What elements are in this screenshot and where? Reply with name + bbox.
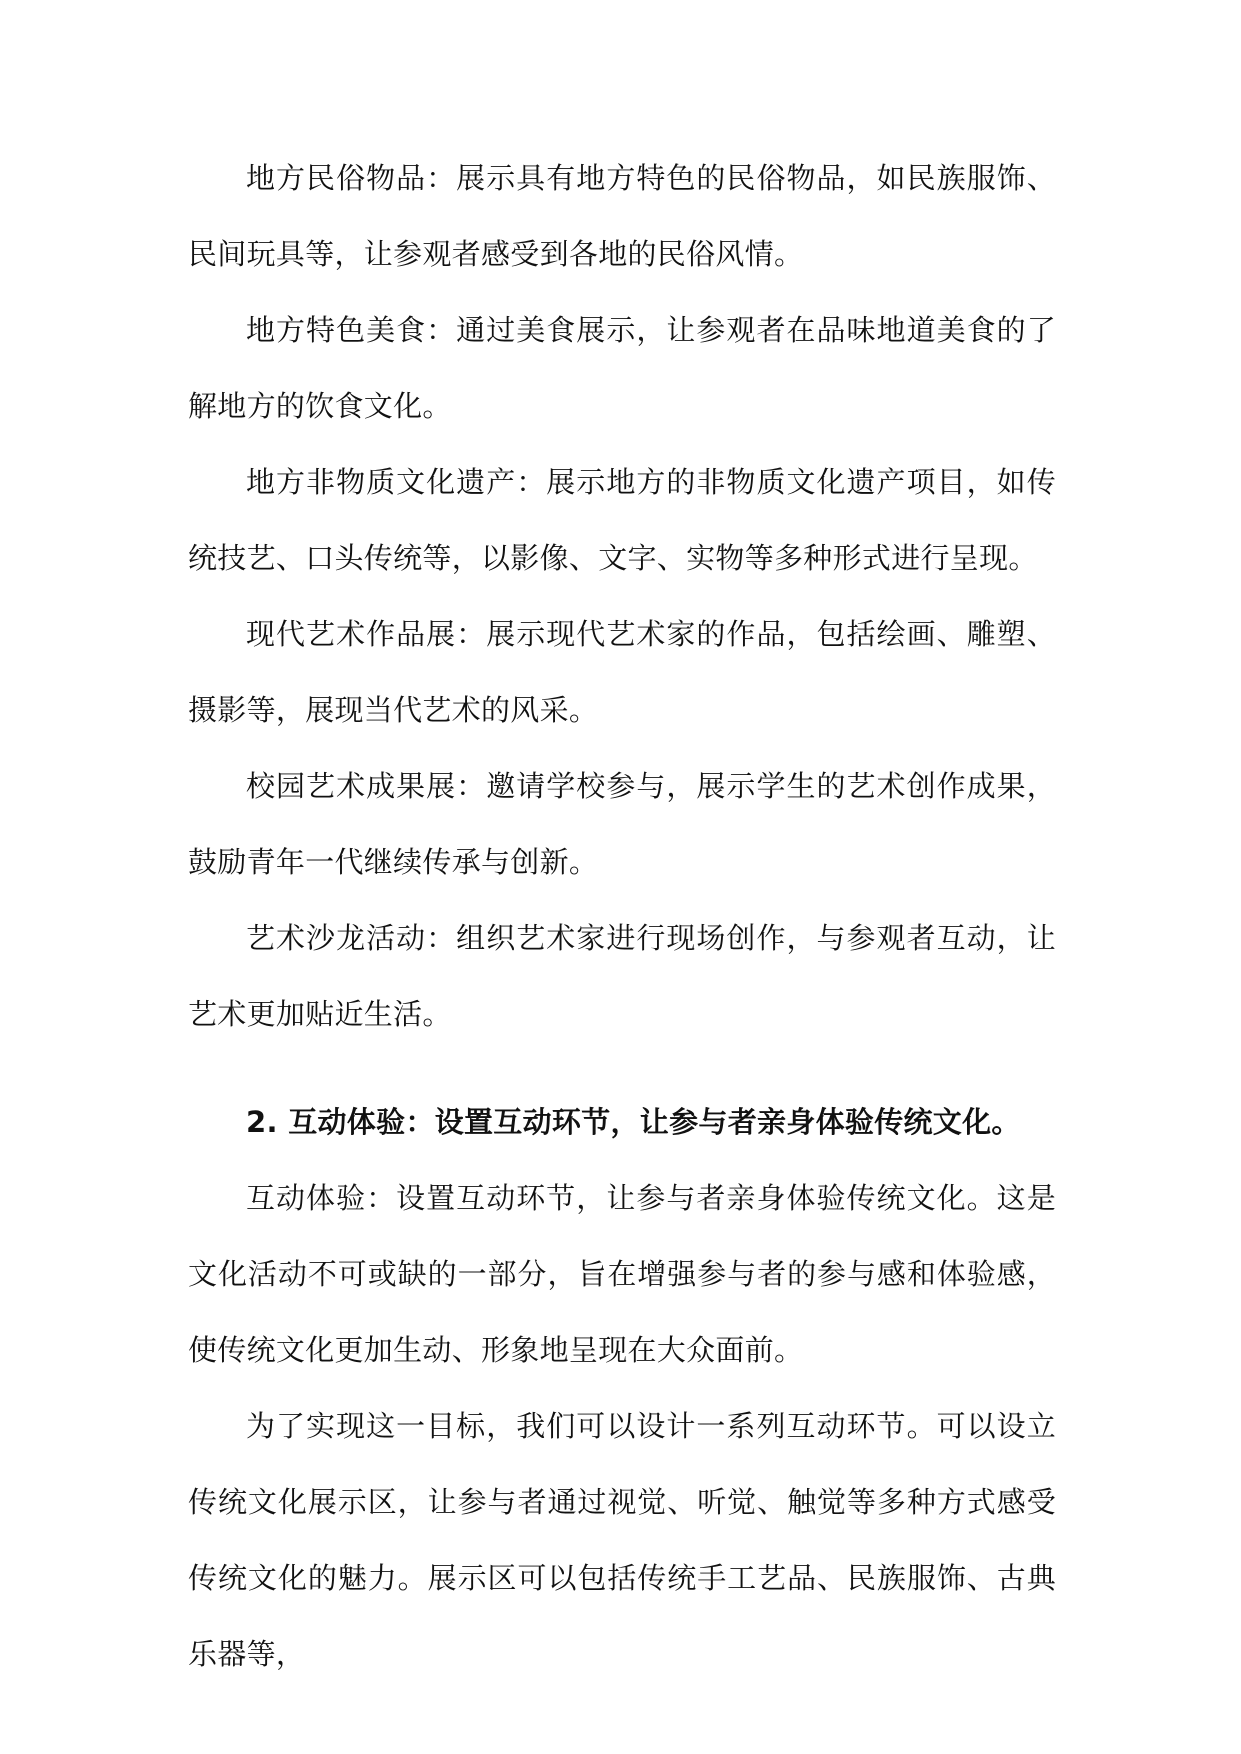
paragraph-art-salon: 艺术沙龙活动：组织艺术家进行现场创作，与参观者互动，让艺术更加贴近生活。 xyxy=(188,921,1056,1031)
paragraph-local-food: 地方特色美食：通过美食展示，让参观者在品味地道美食的了解地方的饮食文化。 xyxy=(188,313,1056,423)
paragraph-interactive-plan: 为了实现这一目标，我们可以设计一系列互动环节。可以设立传统文化展示区，让参与者通过视觉、听觉、触觉等多种方式感受传统文化的魅力。展示区可以包括传统手工艺品、民族服饰、古典乐器等， xyxy=(188,1409,1056,1671)
paragraph-intangible-heritage: 地方非物质文化遗产：展示地方的非物质文化遗产项目，如传统技艺、口头传统等，以影像、文字、实物等多种形式进行呈现。 xyxy=(188,465,1056,575)
document-page xyxy=(188,140,1056,1692)
paragraph-modern-art: 现代艺术作品展：展示现代艺术家的作品，包括绘画、雕塑、摄影等，展现当代艺术的风采。 xyxy=(188,617,1056,727)
paragraph-folk-items: 地方民俗物品：展示具有地方特色的民俗物品，如民族服饰、民间玩具等，让参观者感受到各地的民俗风情。 xyxy=(188,161,1056,271)
section-heading-interactive: 2. 互动体验：设置互动环节，让参与者亲身体验传统文化。 xyxy=(246,1105,1021,1139)
paragraph-campus-art: 校园艺术成果展：邀请学校参与，展示学生的艺术创作成果，鼓励青年一代继续传承与创新。 xyxy=(188,769,1056,879)
paragraph-interactive-intro: 互动体验：设置互动环节，让参与者亲身体验传统文化。这是文化活动不可或缺的一部分，旨在增强参与者的参与感和体验感，使传统文化更加生动、形象地呈现在大众面前。 xyxy=(188,1181,1056,1367)
